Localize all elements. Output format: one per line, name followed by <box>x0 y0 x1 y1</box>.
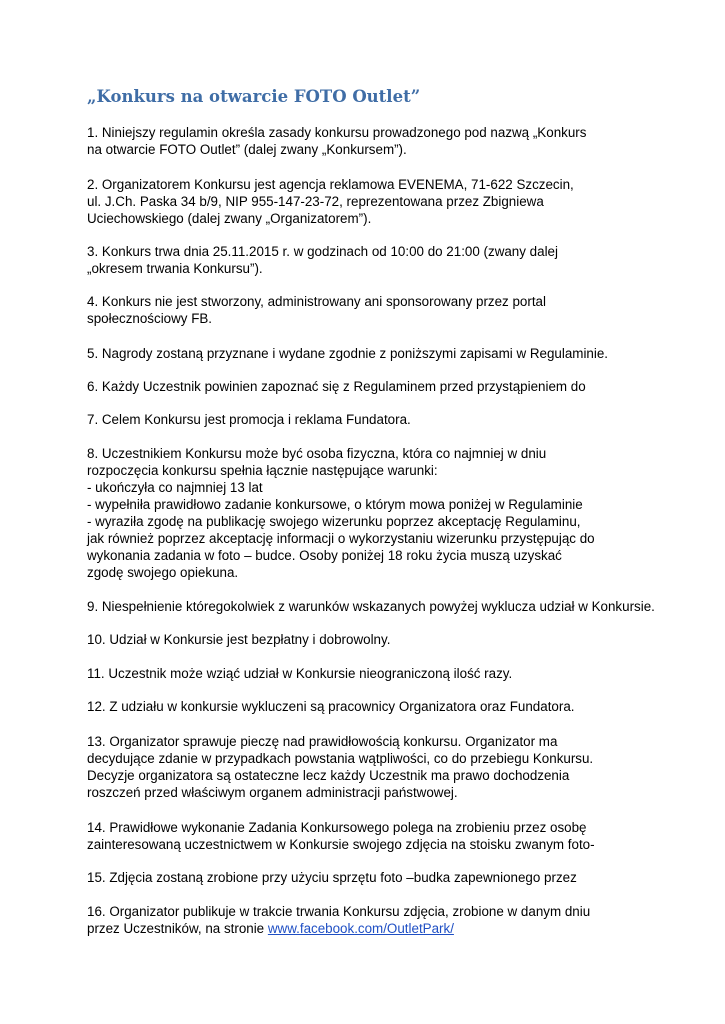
paragraph-line: 5. Nagrody zostaną przyznane i wydane zgodnie z poniższymi zapisami w Regulaminie. <box>87 346 609 361</box>
paragraph-line: 9. Niespełnienie któregokolwiek z warunków wskazanych powyżej wyklucza udział w Konkursie. <box>87 599 655 614</box>
paragraph-15 <box>87 869 577 886</box>
paragraph-line: 1. Niniejszy regulamin określa zasady konkursu prowadzonego pod nazwą „Konkurs <box>87 125 587 140</box>
paragraph-3 <box>87 243 558 277</box>
paragraph-line: 16. Organizator publikuje w trakcie trwania Konkursu zdjęcia, zrobione w danym dniu <box>87 904 591 919</box>
paragraph-10 <box>87 631 390 648</box>
paragraph-line: zgodę swojego opiekuna. <box>87 565 239 580</box>
paragraph-line: „okresem trwania Konkursu”). <box>87 261 263 276</box>
paragraph-line: rozpoczęcia konkursu spełnia łącznie następujące warunki: <box>87 463 438 478</box>
paragraph-line: 7. Celem Konkursu jest promocja i reklama Fundatora. <box>87 412 411 427</box>
paragraph-4 <box>87 293 546 327</box>
paragraph-line: - wypełniła prawidłowo zadanie konkursowe, o którym mowa poniżej w Regulaminie <box>87 497 583 512</box>
paragraph-13 <box>87 733 593 801</box>
paragraph-line <box>87 920 590 937</box>
paragraph-line: ul. J.Ch. Paska 34 b/9, NIP 955-147-23-72, reprezentowana przez Zbigniewa <box>87 194 544 209</box>
paragraph-8 <box>87 445 595 581</box>
paragraph-2 <box>87 176 574 227</box>
paragraph-line: wykonania zadania w foto – budce. Osoby poniżej 18 roku życia muszą uzyskać <box>87 548 562 563</box>
paragraph-5 <box>87 345 608 362</box>
facebook-link[interactable]: www.facebook.com/OutletPark/ <box>267 921 454 936</box>
paragraph-line: Decyzje organizatora są ostateczne lecz każdy Uczestnik ma prawo dochodzenia <box>87 768 570 783</box>
paragraph-12 <box>87 698 575 715</box>
paragraph-11 <box>87 665 512 682</box>
paragraph-14 <box>87 819 595 853</box>
paragraph-line: 10. Udział w Konkursie jest bezpłatny i dobrowolny. <box>87 632 391 647</box>
paragraph-line: decydujące zdanie w przypadkach powstania wątpliwości, co do przebiegu Konkursu. <box>87 751 594 766</box>
paragraph-line: społecznościowy FB. <box>87 311 213 326</box>
paragraph-line: 11. Uczestnik może wziąć udział w Konkursie nieograniczoną ilość razy. <box>87 666 513 681</box>
paragraph-line: 15. Zdjęcia zostaną zrobione przy użyciu sprzętu foto –budka zapewnionego przez <box>87 870 577 885</box>
document-title: „Konkurs na otwarcie FOTO Outlet” <box>87 87 421 106</box>
paragraph-16 <box>87 903 590 937</box>
paragraph-line: 4. Konkurs nie jest stworzony, administrowany ani sponsorowany przez portal <box>87 294 546 309</box>
paragraph-line: 2. Organizatorem Konkursu jest agencja reklamowa EVENEMA, 71-622 Szczecin, <box>87 177 574 192</box>
paragraph-line: Uciechowskiego (dalej zwany „Organizatorem”). <box>87 211 372 226</box>
paragraph-line: - wyraziła zgodę na publikację swojego wizerunku poprzez akceptację Regulaminu, <box>87 514 581 529</box>
paragraph-line: 6. Każdy Uczestnik powinien zapoznać się z Regulaminem przed przystąpieniem do <box>87 379 586 394</box>
paragraph-line: na otwarcie FOTO Outlet” (dalej zwany „Konkursem”). <box>87 142 407 157</box>
paragraph-line-text: przez Uczestników, na stronie <box>87 921 268 936</box>
paragraph-line: 8. Uczestnikiem Konkursu może być osoba fizyczna, która co najmniej w dniu <box>87 446 547 461</box>
paragraph-line: jak również poprzez akceptację informacji o wykorzystaniu wizerunku przystępując do <box>87 531 595 546</box>
paragraph-6 <box>87 378 586 395</box>
paragraph-line: 12. Z udziału w konkursie wykluczeni są pracownicy Organizatora oraz Fundatora. <box>87 699 575 714</box>
paragraph-line: zainteresowaną uczestnictwem w Konkursie swojego zdjęcia na stoisku zwanym foto- <box>87 837 595 852</box>
paragraph-9 <box>87 598 655 615</box>
paragraph-line: roszczeń przed właściwym organem administracji państwowej. <box>87 785 458 800</box>
paragraph-line: 3. Konkurs trwa dnia 25.11.2015 r. w godzinach od 10:00 do 21:00 (zwany dalej <box>87 244 558 259</box>
paragraph-line: - ukończyła co najmniej 13 lat <box>87 480 263 495</box>
paragraph-7 <box>87 411 411 428</box>
paragraph-line: 14. Prawidłowe wykonanie Zadania Konkursowego polega na zrobieniu przez osobę <box>87 820 587 835</box>
paragraph-1 <box>87 124 586 158</box>
paragraph-line: 13. Organizator sprawuje pieczę nad prawidłowością konkursu. Organizator ma <box>87 734 558 749</box>
